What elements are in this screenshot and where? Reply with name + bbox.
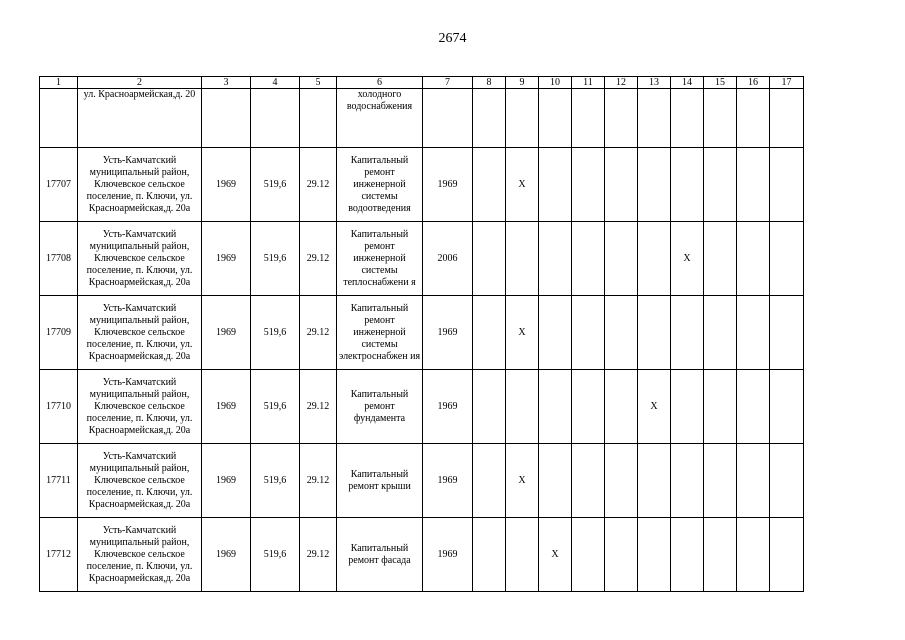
cell-work: Капитальный ремонт инженерной системы электроснабжен ия <box>337 296 423 370</box>
cell-mark <box>605 518 638 592</box>
cell-mark <box>572 370 605 444</box>
cell-mark <box>539 370 572 444</box>
cell-mark <box>473 222 506 296</box>
cell-mark <box>605 370 638 444</box>
cell-empty <box>737 89 770 148</box>
cell-deadline: 29.12 <box>300 148 337 222</box>
cell-mark <box>770 518 804 592</box>
cell-area: 519,6 <box>251 518 300 592</box>
cell-work: Капитальный ремонт крыши <box>337 444 423 518</box>
cell-area: 519,6 <box>251 222 300 296</box>
column-header: 13 <box>638 77 671 89</box>
cell-year-last: 1969 <box>423 444 473 518</box>
cell-empty <box>423 89 473 148</box>
cell-year: 1969 <box>202 370 251 444</box>
cell-mark <box>539 444 572 518</box>
table-row <box>40 148 804 222</box>
column-header: 9 <box>506 77 539 89</box>
cell-work: Капитальный ремонт фасада <box>337 518 423 592</box>
column-header: 11 <box>572 77 605 89</box>
cell-mark: X <box>506 148 539 222</box>
continuation-row <box>40 89 804 148</box>
cell-mark <box>638 518 671 592</box>
cell-year-last: 1969 <box>423 296 473 370</box>
cell-empty <box>539 89 572 148</box>
cell-address: Усть-Камчатский муниципальный район, Ключевское сельское поселение, п. Ключи, ул. Красноармейская,д. 20а <box>78 518 202 592</box>
cell-year-last: 2006 <box>423 222 473 296</box>
cell-mark <box>671 148 704 222</box>
cell-empty <box>704 89 737 148</box>
cell-mark: X <box>506 296 539 370</box>
cell-year-last: 1969 <box>423 148 473 222</box>
cell-mark <box>572 222 605 296</box>
cell-mark <box>638 444 671 518</box>
cell-address: Усть-Камчатский муниципальный район, Ключевское сельское поселение, п. Ключи, ул. Красноармейская,д. 20а <box>78 444 202 518</box>
cell-empty <box>40 89 78 148</box>
column-header: 16 <box>737 77 770 89</box>
table-row <box>40 444 804 518</box>
cell-mark <box>737 222 770 296</box>
cell-mark <box>671 518 704 592</box>
cell-mark <box>770 296 804 370</box>
column-header: 6 <box>337 77 423 89</box>
cell-year-last: 1969 <box>423 370 473 444</box>
table-row <box>40 222 804 296</box>
cell-mark: X <box>506 444 539 518</box>
cell-mark <box>638 296 671 370</box>
cell-mark <box>704 370 737 444</box>
cell-mark: X <box>671 222 704 296</box>
cell-year: 1969 <box>202 444 251 518</box>
cell-id: 17709 <box>40 296 78 370</box>
column-header: 7 <box>423 77 473 89</box>
cell-mark: X <box>638 370 671 444</box>
cell-mark <box>473 444 506 518</box>
cell-mark <box>770 148 804 222</box>
cell-empty <box>473 89 506 148</box>
cell-empty <box>300 89 337 148</box>
cell-mark <box>572 444 605 518</box>
cell-mark <box>473 296 506 370</box>
page-number: 2674 <box>438 31 467 46</box>
cell-area: 519,6 <box>251 444 300 518</box>
cell-mark: X <box>539 518 572 592</box>
cell-mark <box>473 518 506 592</box>
cell-mark <box>737 370 770 444</box>
cell-empty <box>638 89 671 148</box>
cell-empty <box>572 89 605 148</box>
cell-mark <box>605 296 638 370</box>
cell-empty <box>671 89 704 148</box>
cell-mark <box>704 222 737 296</box>
cell-year: 1969 <box>202 518 251 592</box>
cell-mark <box>572 296 605 370</box>
table-row <box>40 370 804 444</box>
cell-year: 1969 <box>202 148 251 222</box>
cell-mark <box>737 518 770 592</box>
cell-id: 17712 <box>40 518 78 592</box>
cell-year: 1969 <box>202 222 251 296</box>
cell-mark <box>737 148 770 222</box>
cell-year: 1969 <box>202 296 251 370</box>
column-header: 1 <box>40 77 78 89</box>
column-header: 2 <box>78 77 202 89</box>
cell-address: ул. Красноармейская,д. 20 <box>78 89 202 148</box>
cell-mark <box>704 296 737 370</box>
cell-id: 17708 <box>40 222 78 296</box>
cell-work: Капитальный ремонт инженерной системы водоотведения <box>337 148 423 222</box>
cell-deadline: 29.12 <box>300 370 337 444</box>
cell-mark <box>770 444 804 518</box>
cell-mark <box>638 222 671 296</box>
cell-mark <box>770 222 804 296</box>
column-header: 14 <box>671 77 704 89</box>
cell-mark <box>572 518 605 592</box>
cell-id: 17707 <box>40 148 78 222</box>
column-header: 15 <box>704 77 737 89</box>
cell-empty <box>506 89 539 148</box>
column-header: 8 <box>473 77 506 89</box>
column-header: 12 <box>605 77 638 89</box>
column-header: 10 <box>539 77 572 89</box>
cell-address: Усть-Камчатский муниципальный район, Ключевское сельское поселение, п. Ключи, ул. Красноармейская,д. 20а <box>78 296 202 370</box>
cell-area: 519,6 <box>251 296 300 370</box>
cell-mark <box>506 222 539 296</box>
column-header: 5 <box>300 77 337 89</box>
register-table <box>39 76 804 592</box>
cell-work: холодного водоснабжения <box>337 89 423 148</box>
cell-area: 519,6 <box>251 370 300 444</box>
cell-mark <box>737 296 770 370</box>
cell-empty <box>202 89 251 148</box>
cell-address: Усть-Камчатский муниципальный район, Ключевское сельское поселение, п. Ключи, ул. Красноармейская,д. 20а <box>78 148 202 222</box>
cell-mark <box>671 370 704 444</box>
cell-mark <box>605 444 638 518</box>
cell-empty <box>251 89 300 148</box>
cell-deadline: 29.12 <box>300 222 337 296</box>
column-header: 4 <box>251 77 300 89</box>
cell-mark <box>671 296 704 370</box>
cell-mark <box>473 148 506 222</box>
cell-work: Капитальный ремонт фундамента <box>337 370 423 444</box>
cell-mark <box>539 148 572 222</box>
column-header: 17 <box>770 77 804 89</box>
cell-id: 17711 <box>40 444 78 518</box>
cell-address: Усть-Камчатский муниципальный район, Ключевское сельское поселение, п. Ключи, ул. Красноармейская,д. 20а <box>78 222 202 296</box>
cell-mark <box>770 370 804 444</box>
cell-work: Капитальный ремонт инженерной системы теплоснабжени я <box>337 222 423 296</box>
cell-mark <box>539 296 572 370</box>
cell-mark <box>506 370 539 444</box>
cell-year-last: 1969 <box>423 518 473 592</box>
column-number-row <box>40 77 804 89</box>
cell-mark <box>605 148 638 222</box>
column-header: 3 <box>202 77 251 89</box>
cell-area: 519,6 <box>251 148 300 222</box>
cell-deadline: 29.12 <box>300 444 337 518</box>
cell-id: 17710 <box>40 370 78 444</box>
cell-mark <box>737 444 770 518</box>
cell-deadline: 29.12 <box>300 296 337 370</box>
cell-mark <box>704 444 737 518</box>
cell-mark <box>473 370 506 444</box>
cell-mark <box>704 518 737 592</box>
cell-mark <box>671 444 704 518</box>
cell-deadline: 29.12 <box>300 518 337 592</box>
cell-mark <box>704 148 737 222</box>
cell-mark <box>506 518 539 592</box>
cell-mark <box>605 222 638 296</box>
table-row <box>40 518 804 592</box>
cell-address: Усть-Камчатский муниципальный район, Ключевское сельское поселение, п. Ключи, ул. Красноармейская,д. 20а <box>78 370 202 444</box>
table-row <box>40 296 804 370</box>
cell-empty <box>770 89 804 148</box>
cell-mark <box>572 148 605 222</box>
cell-empty <box>605 89 638 148</box>
cell-mark <box>638 148 671 222</box>
cell-mark <box>539 222 572 296</box>
